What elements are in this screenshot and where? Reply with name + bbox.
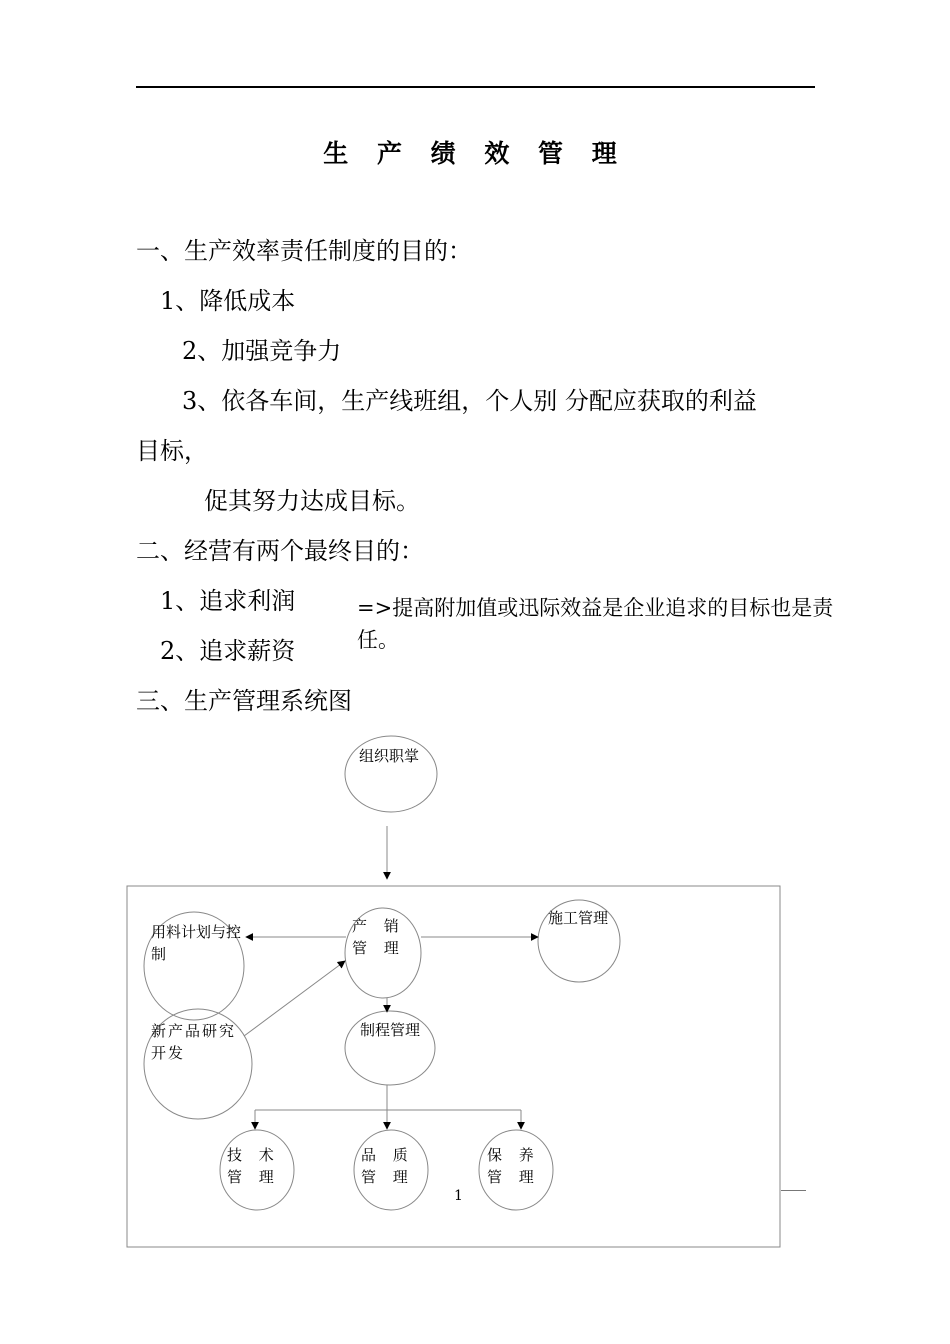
list-item: 1、追求利润 — [160, 587, 296, 615]
node-label-process: 制程管理 — [360, 1021, 421, 1039]
arrow-newprod-to-sales — [244, 961, 345, 1036]
section-heading-1: 一、生产效率责任制度的目的： — [136, 237, 472, 265]
document-title: 生 产 绩 效 管 理 — [323, 139, 627, 168]
node-label-newprod: 新产品研究开发 — [151, 1022, 237, 1062]
section-heading-2: 二、经营有两个最终目的： — [136, 537, 424, 565]
node-label-org: 组织职掌 — [359, 747, 420, 765]
node-label-construction: 施工管理 — [548, 909, 609, 927]
node-label-tech: 技 术 管 理 — [227, 1146, 280, 1186]
section-heading-3: 三、生产管理系统图 — [136, 687, 352, 715]
list-item-continuation: 目标， — [136, 437, 208, 465]
list-item-continuation: 促其努力达成目标。 — [204, 487, 420, 515]
node-label-maint: 保 养 管 理 — [487, 1146, 540, 1186]
list-item: 1、降低成本 — [160, 287, 296, 315]
side-note: =>提高附加值或迅际效益是企业追求的目标也是责任。 — [357, 596, 834, 652]
list-item: 3、依各车间，生产线班组，个人别 分配应获取的利益 — [182, 387, 757, 415]
node-label-sales: 产 销 管 理 — [352, 917, 405, 957]
page-number: 1 — [454, 1188, 463, 1204]
list-item: 2、追求薪资 — [160, 637, 296, 665]
node-label-material: 用料计划与控制 — [151, 923, 242, 963]
list-item: 2、加强竞争力 — [182, 337, 342, 365]
footer-rule — [781, 1190, 806, 1191]
node-label-quality: 品 质 管 理 — [361, 1146, 414, 1186]
